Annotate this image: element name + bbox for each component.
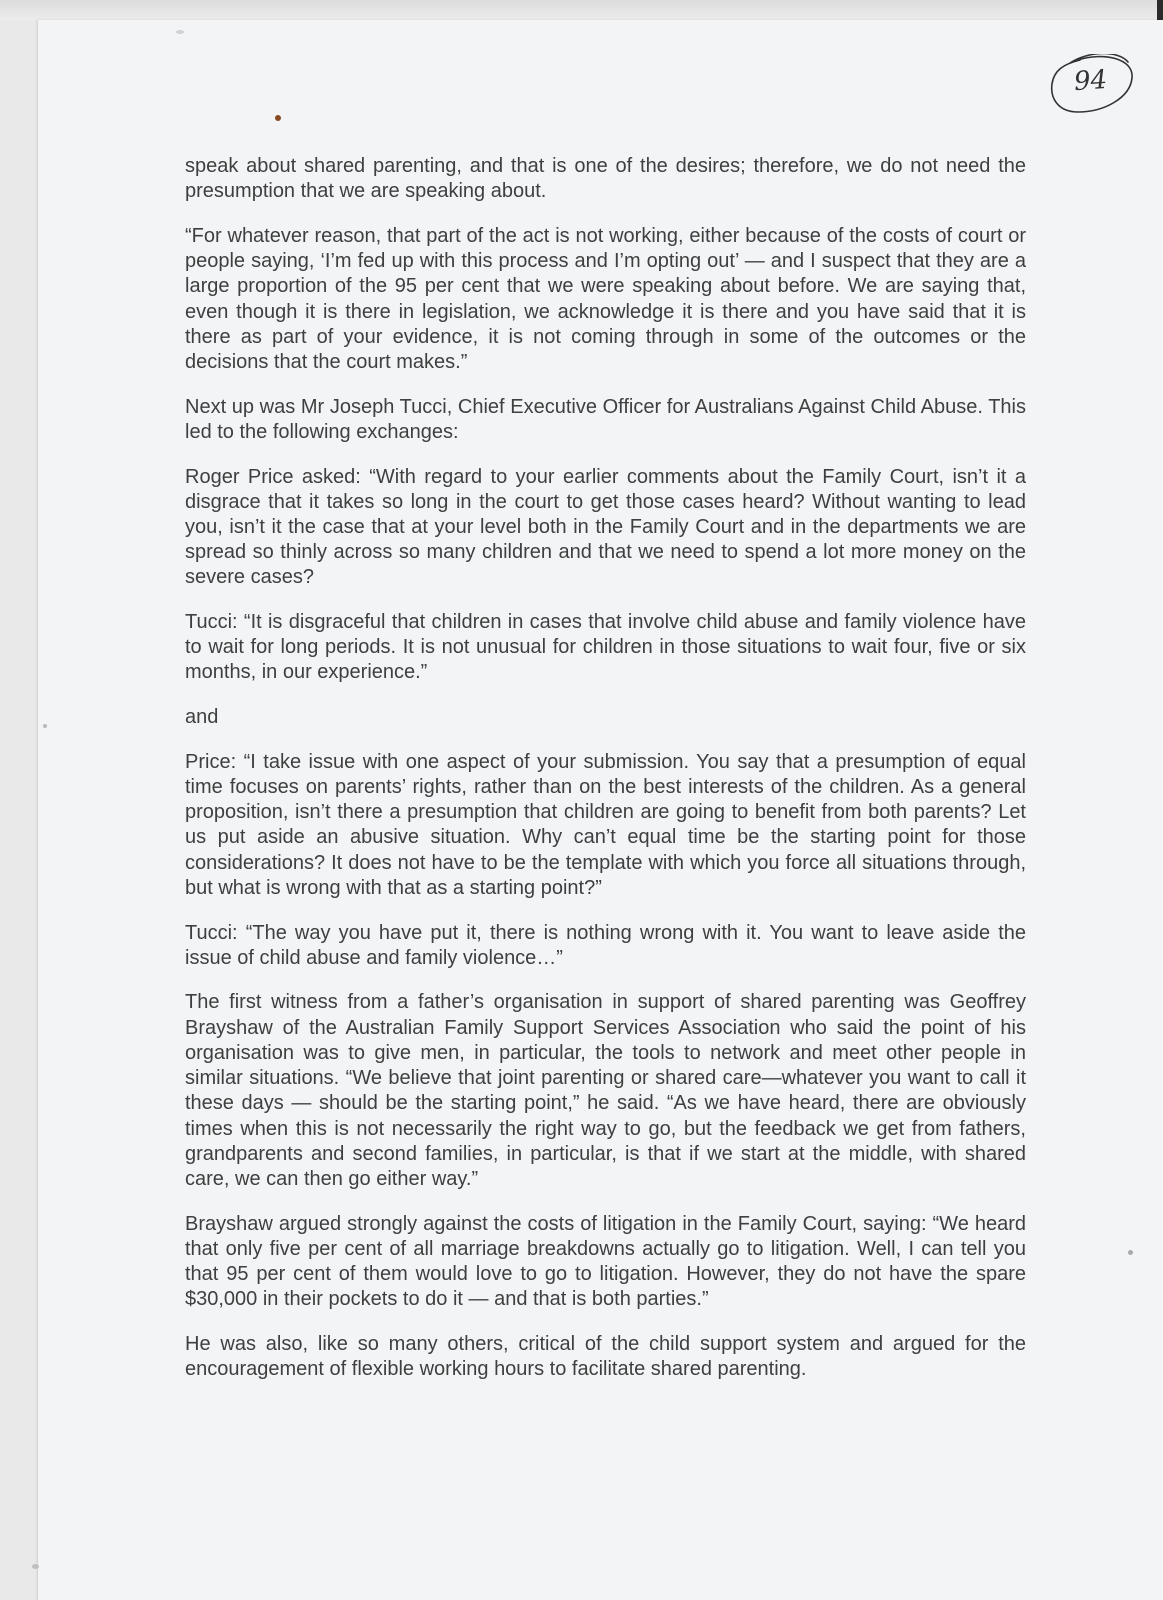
page-number: 94 xyxy=(1072,64,1109,98)
paragraph: He was also, like so many others, critical of the child support system and argued for the encouragement of flexible working hours to facilitate shared parenting. xyxy=(185,1332,1026,1381)
scan-corner-edge xyxy=(1157,0,1163,22)
scan-speck xyxy=(43,724,47,728)
scan-top-edge xyxy=(0,0,1163,20)
paragraph: Tucci: “It is disgraceful that children in cases that involve child abuse and family violence have to wait for long periods. It is not unusual for children in those situations to wait four, five or six months, in our experience.” xyxy=(185,611,1026,684)
paragraph: The first witness from a father’s organisation in support of shared parenting was Geoffrey Brayshaw of the Australian Family Support Services Association who said the point of his organisation was to give men, in particular, the tools to network and meet other people in similar situations. “We believe that joint parenting or shared care—whatever you want to call it these days — should be the starting point,” he said. “As we have heard, there are obviously times when this is not necessarily the right way to go, but the feedback we get from fathers, grandparents and second families, in particular, is that if we start at the middle, with shared care, we can then go either way.” xyxy=(185,991,1026,1190)
scan-speck xyxy=(32,1564,39,1569)
scan-speck xyxy=(1128,1250,1133,1255)
paragraph: Next up was Mr Joseph Tucci, Chief Executive Officer for Australians Against Child Abuse. This led to the following exchanges: xyxy=(185,395,1026,443)
handwritten-page-number xyxy=(1048,54,1134,116)
paragraph: Brayshaw argued strongly against the costs of litigation in the Family Court, saying: “We heard that only five per cent of all marriage breakdowns actually go to litigation. Well, I can tell you that 95 per cent of them would love to go to litigation. However, they do not have the spare $30,000 in their pockets to do it — and that is both parties.” xyxy=(185,1212,1026,1311)
paragraph: Roger Price asked: “With regard to your earlier comments about the Family Court, isn’t it a disgrace that it takes so long in the court to get those cases heard? Without wanting to lead you, isn’t it the case that at your level both in the Family Court and in the departments we are spread so thinly across so many children and that we need to spend a lot more money on the severe cases? xyxy=(185,465,1026,589)
paragraph: Price: “I take issue with one aspect of your submission. You say that a presumption of equal time focuses on parents’ rights, rather than on the best interests of the children. As a general proposition, isn’t there a presumption that children are going to benefit from both parents? Let us put aside an abusive situation. Why can’t equal time be the starting point for those considerations? It does not have to be the template with which you force all situations through, but what is wrong with that as a starting point?” xyxy=(185,750,1026,899)
paragraph: “For whatever reason, that part of the act is not working, either because of the costs of court or people saying, ‘I’m fed up with this process and I’m opting out’ — and I suspect that they are a large proportion of the 95 per cent that we were speaking about before. We are saying that, even though it is there in legislation, we acknowledge it is there and you have said that it is there as part of your evidence, it is not coming through in some of the outcomes or the decisions that the court makes.” xyxy=(185,224,1026,373)
body-text xyxy=(185,154,1026,1402)
paragraph: and xyxy=(185,706,219,729)
paragraph: Tucci: “The way you have put it, there is nothing wrong with it. You want to leave aside the issue of child abuse and family violence…” xyxy=(185,921,1026,969)
scan-speck xyxy=(176,30,184,34)
paragraph: speak about shared parenting, and that is one of the desires; therefore, we do not need the presumption that we are speaking about. xyxy=(185,155,1026,203)
scan-speck xyxy=(275,115,281,121)
